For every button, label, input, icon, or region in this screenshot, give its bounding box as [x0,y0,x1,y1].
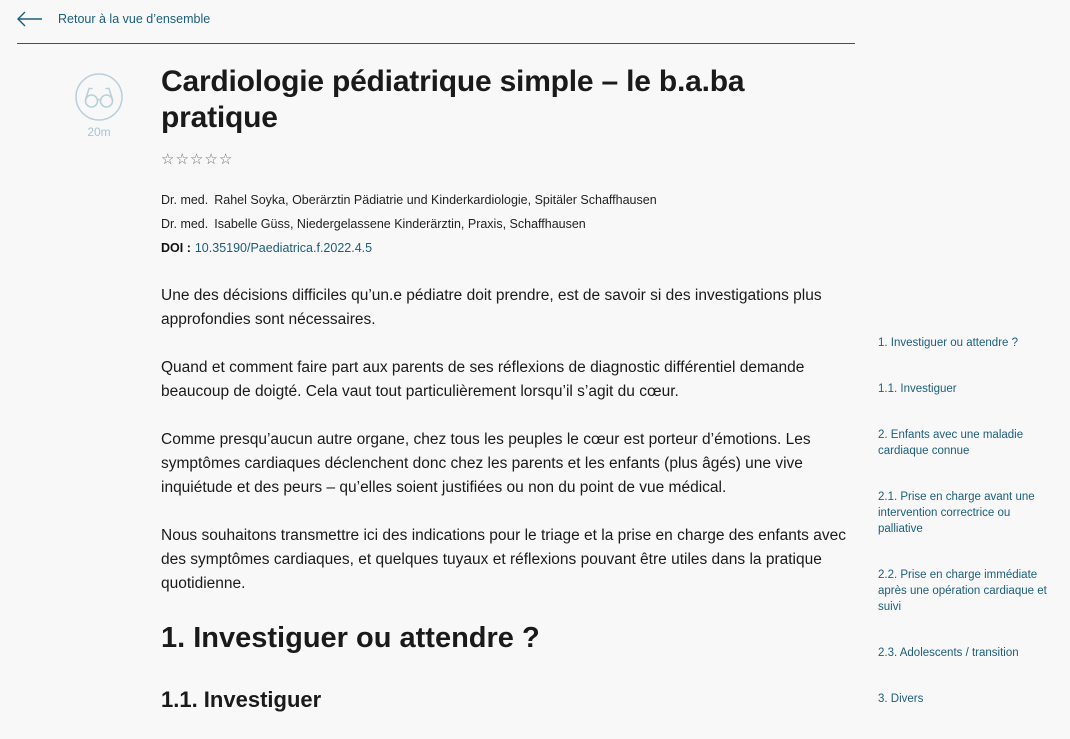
star-rating[interactable] [161,153,851,167]
arrow-left-icon [17,11,43,27]
doi [161,236,851,260]
author-list [161,188,851,260]
table-of-contents [878,335,1048,737]
toc-item-prise-en-charge-avant[interactable]: 2.1. Prise en charge avant une intervention correctrice ou palliative [878,491,1035,535]
subsection-heading: 1.1. Investiguer [161,687,322,712]
toc-item-adolescents-transition[interactable]: 2.3. Adolescents / transition [878,647,1019,659]
author-prefix: Dr. med. [161,217,209,231]
star-outline-icon[interactable]: ☆ [161,151,175,168]
doi-link[interactable]: 10.35190/Paediatrica.f.2022.4.5 [194,241,373,255]
back-to-overview-link[interactable] [17,8,210,30]
toc-item-divers[interactable]: 3. Divers [878,693,924,705]
toc-item-prise-en-charge-apres[interactable]: 2.2. Prise en charge immédiate après une opération cardiaque et suivi [878,569,1047,613]
header-divider [17,43,855,44]
paragraph: Nous souhaitons transmettre ici des indications pour le triage et la prise en charge des enfants avec des symptômes cardiaques, et quelques tuyaux et réflexions pouvant être utiles dans la pratique quotidienne. [161,527,846,592]
author-line [161,188,851,212]
author-details: Isabelle Güss, Niedergelassene Kinderärztin, Praxis, Schaffhausen [214,217,586,231]
toc-item-enfants-maladie-cardiaque[interactable]: 2. Enfants avec une maladie cardiaque connue [878,429,1024,457]
section-heading: 1. Investiguer ou attendre ? [161,622,540,654]
toc-item-investiguer-ou-attendre[interactable]: 1. Investiguer ou attendre ? [878,337,1019,349]
star-outline-icon[interactable]: ☆ [175,151,189,168]
back-link-label: Retour à la vue d’ensemble [58,12,211,26]
reading-time: 20m [87,125,111,139]
author-prefix: Dr. med. [161,193,209,207]
article-body [161,284,851,714]
article [161,64,851,714]
doi-label: DOI : [161,241,191,255]
reading-glasses-icon [75,73,123,121]
article-title: Cardiologie pédiatrique simple – le b.a.ba pratique [161,65,745,134]
author-details: Rahel Soyka, Oberärztin Pädiatrie und Kinderkardiologie, Spitäler Schaffhausen [214,193,657,207]
author-line [161,212,851,236]
paragraph: Une des décisions difficiles qu’un.e pédiatre doit prendre, est de savoir si des investigations plus approfondies sont nécessaires. [161,287,822,328]
star-outline-icon[interactable]: ☆ [218,151,233,168]
paragraph: Comme presqu’aucun autre organe, chez tous les peuples le cœur est porteur d’émotions. Les symptômes cardiaques déclenchent donc chez les parents et les enfants (plus âgés) une vive inquiétude et des peurs – qu’elles soient justifiées ou non du point de vue médical. [161,431,811,496]
paragraph: Quand et comment faire part aux parents de ses réflexions de diagnostic différentiel demande beaucoup de doigté. Cela vaut tout particulièrement lorsqu’il s’agit du cœur. [161,359,805,400]
toc-item-investiguer[interactable]: 1.1. Investiguer [878,383,957,395]
star-outline-icon[interactable]: ☆ [204,151,218,168]
star-outline-icon[interactable]: ☆ [189,151,204,168]
